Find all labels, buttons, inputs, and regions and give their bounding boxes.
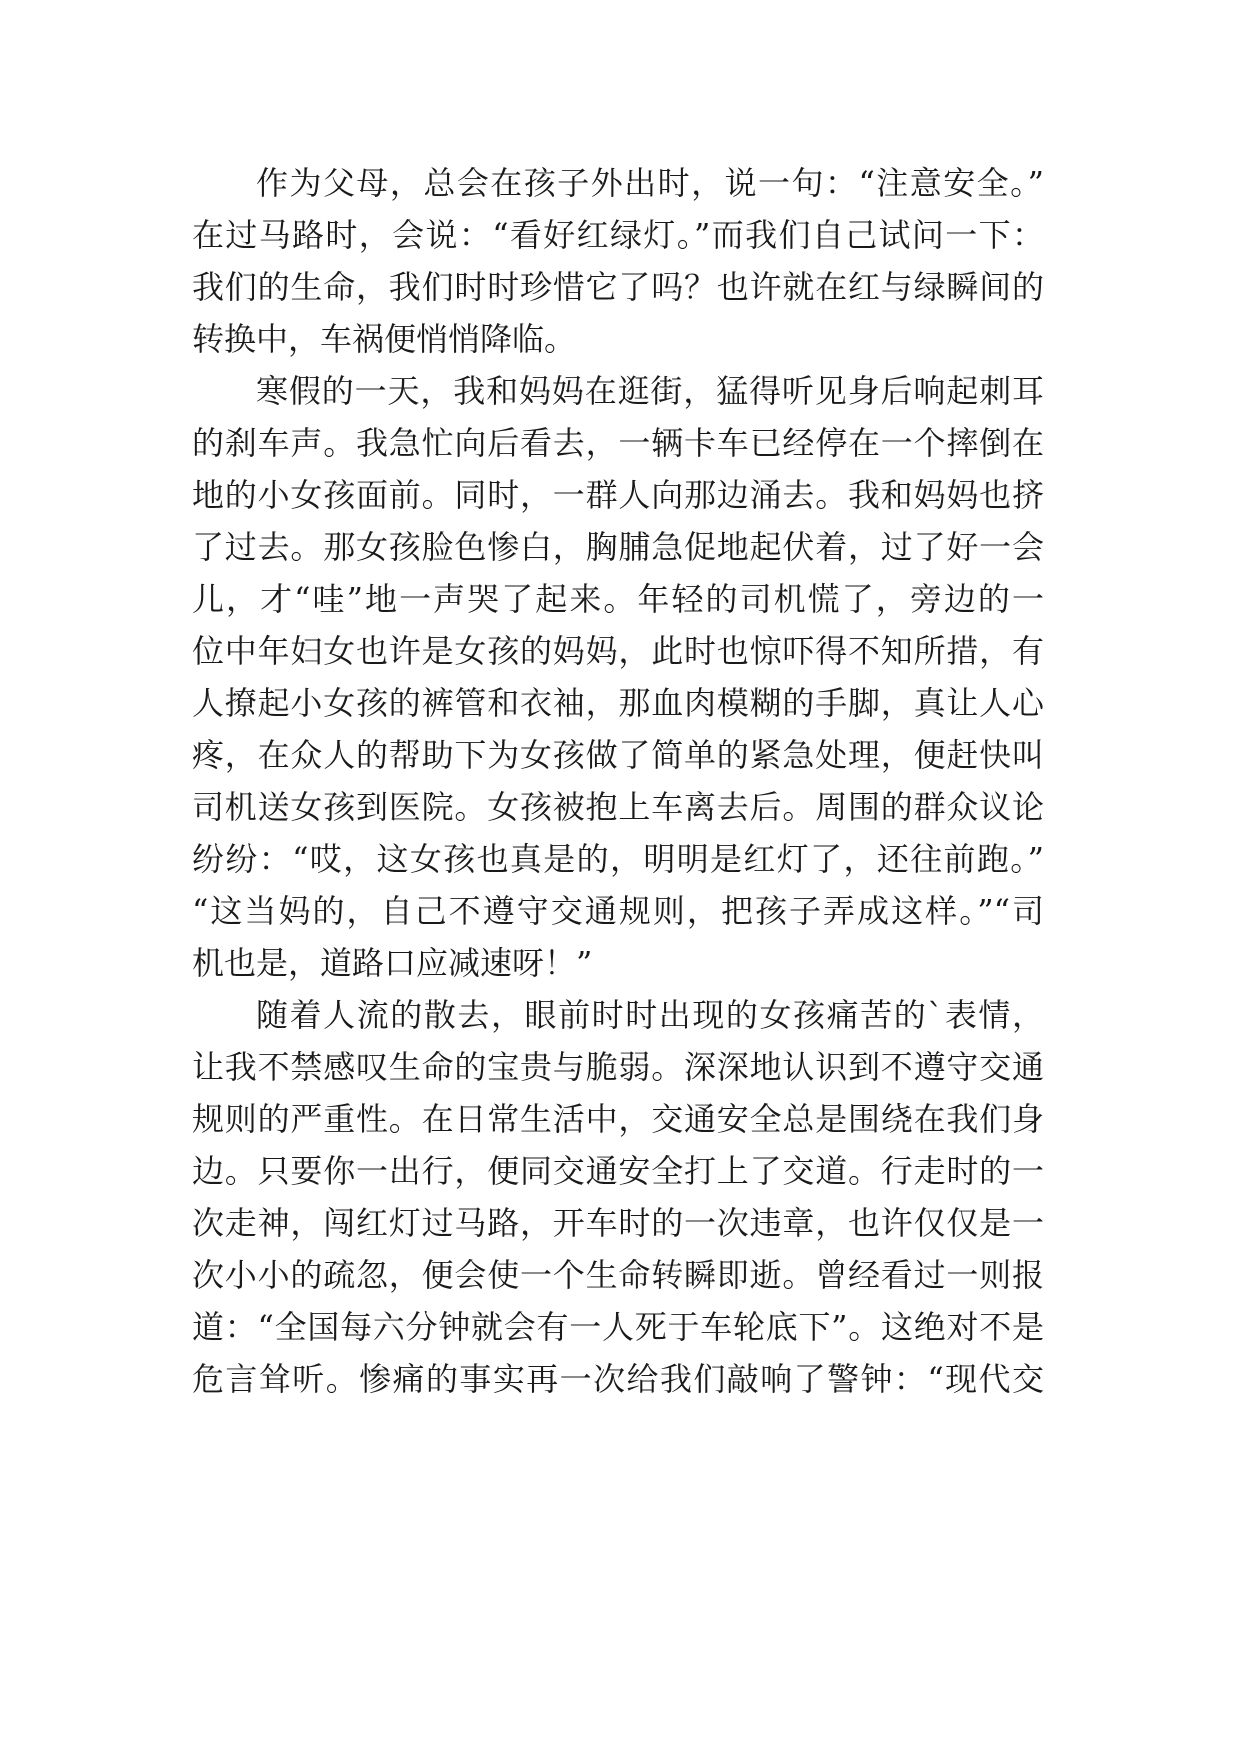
text-line: 地的小女孩面前。同时，一群人向那边涌去。我和妈妈也挤	[192, 476, 1044, 514]
text-line: 规则的严重性。在日常生活中，交通安全总是围绕在我们身	[192, 1100, 1044, 1138]
text-line: 的刹车声。我急忙向后看去，一辆卡车已经停在一个摔倒在	[192, 424, 1044, 462]
text-line: “这当妈的，自己不遵守交通规则，把孩子弄成这样。”“司	[192, 892, 1044, 930]
text-line: 位中年妇女也许是女孩的妈妈，此时也惊吓得不知所措，有	[192, 632, 1044, 670]
body-text	[192, 157, 1044, 1405]
text-line: 机也是，道路口应减速呀！”	[192, 944, 593, 982]
text-line: 我们的生命，我们时时珍惜它了吗？也许就在红与绿瞬间的	[192, 268, 1044, 306]
text-line: 次小小的疏忽，便会使一个生命转瞬即逝。曾经看过一则报	[192, 1256, 1044, 1294]
text-line: 随着人流的散去，眼前时时出现的女孩痛苦的`表情，	[256, 996, 1044, 1034]
text-line: 道：“全国每六分钟就会有一人死于车轮底下”。这绝对不是	[192, 1308, 1044, 1346]
text-line: 儿，才“哇”地一声哭了起来。年轻的司机慌了，旁边的一	[192, 580, 1044, 618]
text-line: 了过去。那女孩脸色惨白，胸脯急促地起伏着，过了好一会	[192, 528, 1044, 566]
text-line: 在过马路时，会说：“看好红绿灯。”而我们自己试问一下：	[192, 216, 1044, 254]
text-line: 边。只要你一出行，便同交通安全打上了交道。行走时的一	[192, 1152, 1044, 1190]
text-line: 作为父母，总会在孩子外出时，说一句：“注意安全。”	[256, 164, 1044, 202]
text-line: 人撩起小女孩的裤管和衣袖，那血肉模糊的手脚，真让人心	[192, 684, 1044, 722]
text-line: 危言耸听。惨痛的事实再一次给我们敲响了警钟：“现代交	[192, 1360, 1044, 1398]
text-line: 疼，在众人的帮助下为女孩做了简单的紧急处理，便赶快叫	[192, 736, 1044, 774]
text-line: 司机送女孩到医院。女孩被抱上车离去后。周围的群众议论	[192, 788, 1044, 826]
text-line: 让我不禁感叹生命的宝贵与脆弱。深深地认识到不遵守交通	[192, 1048, 1044, 1086]
text-line: 纷纷：“哎，这女孩也真是的，明明是红灯了，还往前跑。”	[192, 840, 1044, 878]
text-line: 转换中，车祸便悄悄降临。	[192, 320, 577, 358]
text-line: 次走神，闯红灯过马路，开车时的一次违章，也许仅仅是一	[192, 1204, 1044, 1242]
text-line: 寒假的一天，我和妈妈在逛街，猛得听见身后响起刺耳	[256, 372, 1044, 410]
